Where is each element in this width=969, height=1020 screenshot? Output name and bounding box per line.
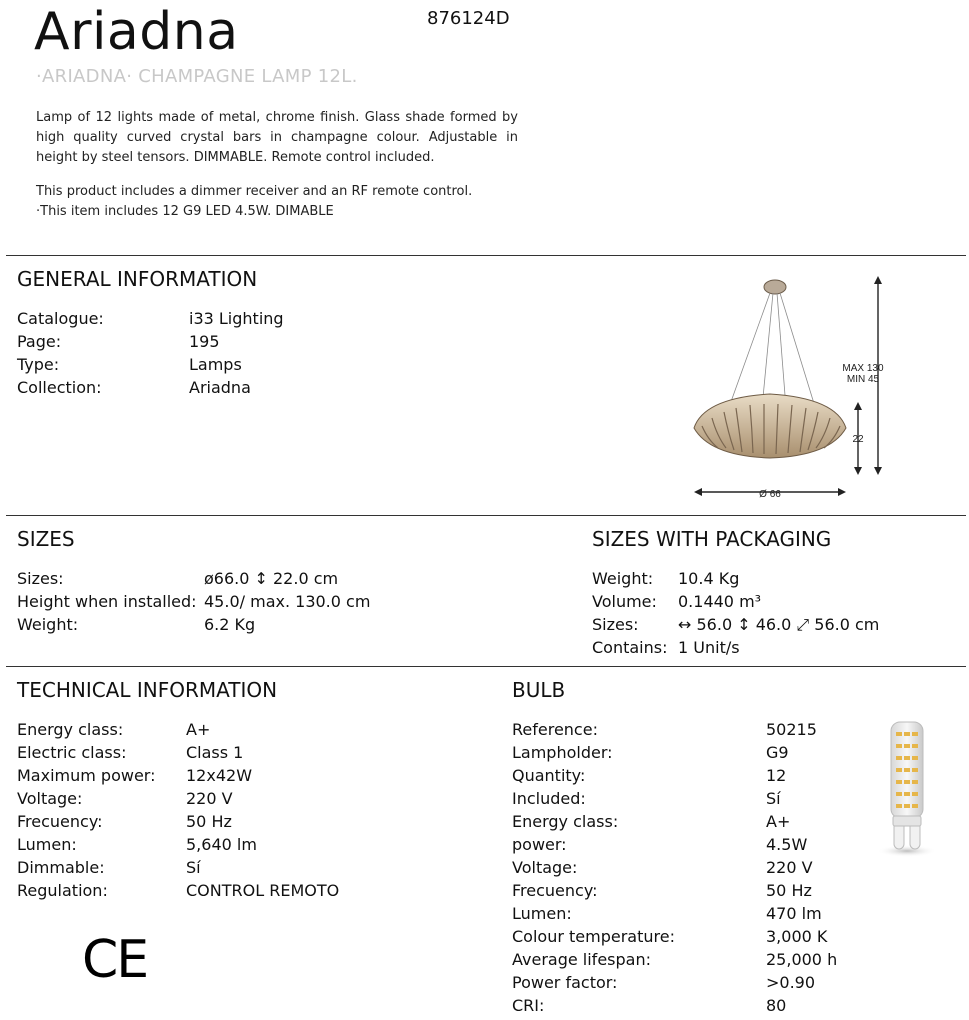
technical-row [17, 787, 339, 810]
row-label: Regulation: [17, 881, 108, 900]
row-label: power: [512, 835, 567, 854]
sizes-row [17, 567, 370, 590]
row-label: Average lifespan: [512, 950, 651, 969]
g9-bulb-image [872, 718, 942, 860]
description-includes-line: This product includes a dimmer receiver and an RF remote control. [36, 184, 473, 199]
row-value: 45.0/ max. 130.0 cm [204, 592, 371, 611]
row-label: Voltage: [17, 789, 83, 808]
bulb-row [512, 971, 837, 994]
bulb-base [893, 816, 921, 826]
row-value: >0.90 [766, 973, 816, 992]
row-value: 5,640 lm [186, 835, 257, 854]
packaging-row [592, 567, 879, 590]
row-value: A+ [766, 812, 791, 831]
row-value: 50215 [766, 720, 817, 739]
shade-height-label: 22 [852, 434, 864, 445]
row-value: ↔ 56.0 ↕ 46.0 ⤢ 56.0 cm [678, 615, 880, 634]
ce-mark: CE [82, 930, 148, 990]
row-label: Energy class: [512, 812, 619, 831]
bulb-row [512, 833, 837, 856]
row-label: Sizes: [17, 569, 64, 588]
bulb-shadow [877, 845, 937, 857]
bulb-row [512, 741, 837, 764]
row-value: i33 Lighting [189, 309, 284, 328]
row-value: 220 V [186, 789, 233, 808]
technical-row [17, 833, 339, 856]
row-label: Lumen: [512, 904, 572, 923]
row-value: 50 Hz [766, 881, 812, 900]
technical-row [17, 879, 339, 902]
row-label: Frecuency: [17, 812, 103, 831]
packaging-title: SIZES WITH PACKAGING [592, 527, 832, 551]
row-value: 3,000 K [766, 927, 828, 946]
row-label: Electric class: [17, 743, 127, 762]
row-label: Power factor: [512, 973, 618, 992]
technical-row [17, 741, 339, 764]
bulb-row [512, 718, 837, 741]
row-value: A+ [186, 720, 211, 739]
row-value: 6.2 Kg [204, 615, 256, 634]
section-divider [6, 515, 966, 516]
bulb-row [512, 879, 837, 902]
suspension-wires [728, 293, 816, 410]
height-label-max: MAX 130 [842, 363, 884, 374]
row-label: Weight: [17, 615, 79, 634]
row-label: Height when installed: [17, 592, 197, 611]
row-label: Energy class: [17, 720, 124, 739]
row-value: 50 Hz [186, 812, 232, 831]
section-divider [6, 666, 966, 667]
packaging-row [592, 636, 879, 659]
bulb-row [512, 856, 837, 879]
row-label: Voltage: [512, 858, 578, 877]
technical-row [17, 810, 339, 833]
bulb-row [512, 994, 837, 1017]
row-value: 1 Unit/s [678, 638, 740, 657]
bulb-row [512, 902, 837, 925]
sizes-list [17, 567, 370, 636]
bulb-row [512, 925, 837, 948]
description-includes [36, 182, 518, 222]
row-label: Lampholder: [512, 743, 613, 762]
row-label: Catalogue: [17, 309, 104, 328]
row-value: 0.1440 m³ [678, 592, 762, 611]
row-value: Class 1 [186, 743, 244, 762]
row-label: Included: [512, 789, 586, 808]
height-label-min: MIN 45 [846, 374, 880, 385]
product-title: Ariadna [34, 2, 239, 62]
row-label: Colour temperature: [512, 927, 675, 946]
sizes-row [17, 590, 370, 613]
technical-info-title: TECHNICAL INFORMATION [17, 678, 278, 702]
row-label: Reference: [512, 720, 598, 739]
general-info-row [17, 307, 284, 330]
row-value: 4.5W [766, 835, 808, 854]
row-label: Lumen: [17, 835, 77, 854]
row-value: Ariadna [189, 378, 251, 397]
diameter-label: Ø 66 [759, 489, 781, 500]
bulb-list [512, 718, 837, 1017]
row-label: Volume: [592, 592, 657, 611]
row-value: 12 [766, 766, 787, 785]
description-includes-line: ·This item includes 12 G9 LED 4.5W. DIMABLE [36, 204, 334, 219]
packaging-row [592, 590, 879, 613]
row-label: CRI: [512, 996, 545, 1015]
technical-row [17, 718, 339, 741]
row-value: 12x42W [186, 766, 253, 785]
technical-info-list [17, 718, 339, 902]
section-divider [6, 255, 966, 256]
packaging-list [592, 567, 879, 659]
row-label: Contains: [592, 638, 668, 657]
general-info-list [17, 307, 284, 399]
general-info-title: GENERAL INFORMATION [17, 267, 258, 291]
packaging-row [592, 613, 879, 636]
bulb-row [512, 948, 837, 971]
row-value: ø66.0 ↕ 22.0 cm [204, 569, 339, 588]
row-label: Collection: [17, 378, 102, 397]
row-value: CONTROL REMOTO [186, 881, 340, 900]
row-label: Quantity: [512, 766, 586, 785]
ceiling-canopy [764, 280, 786, 294]
row-label: Maximum power: [17, 766, 156, 785]
row-label: Page: [17, 332, 62, 351]
bulb-title: BULB [512, 678, 566, 702]
row-value: 195 [189, 332, 220, 351]
row-value: 25,000 h [766, 950, 838, 969]
lamp-dimension-drawing [680, 268, 900, 508]
bulb-row [512, 810, 837, 833]
bulb-row [512, 764, 837, 787]
sizes-title: SIZES [17, 527, 75, 551]
row-value: 220 V [766, 858, 813, 877]
general-info-row [17, 376, 284, 399]
row-value: Sí [766, 789, 781, 808]
technical-row [17, 856, 339, 879]
row-value: Sí [186, 858, 201, 877]
row-value: G9 [766, 743, 789, 762]
row-value: Lamps [189, 355, 242, 374]
general-info-row [17, 353, 284, 376]
row-value: 10.4 Kg [678, 569, 740, 588]
crystal-shade [694, 394, 846, 458]
row-value: 470 lm [766, 904, 822, 923]
row-value: 80 [766, 996, 787, 1015]
bulb-row [512, 787, 837, 810]
product-reference: 876124D [427, 8, 510, 29]
description-paragraph: Lamp of 12 lights made of metal, chrome finish. Glass shade formed by high quality curved crystal bars in champagne colour. Adjustable in height by steel tensors. DIMMABLE. Remote control included. [36, 110, 518, 165]
row-label: Weight: [592, 569, 654, 588]
product-subtitle: ·ARIADNA· CHAMPAGNE LAMP 12L. [36, 66, 358, 87]
technical-row [17, 764, 339, 787]
row-label: Dimmable: [17, 858, 105, 877]
row-label: Sizes: [592, 615, 639, 634]
general-info-row [17, 330, 284, 353]
row-label: Type: [17, 355, 60, 374]
row-label: Frecuency: [512, 881, 598, 900]
sizes-row [17, 613, 370, 636]
